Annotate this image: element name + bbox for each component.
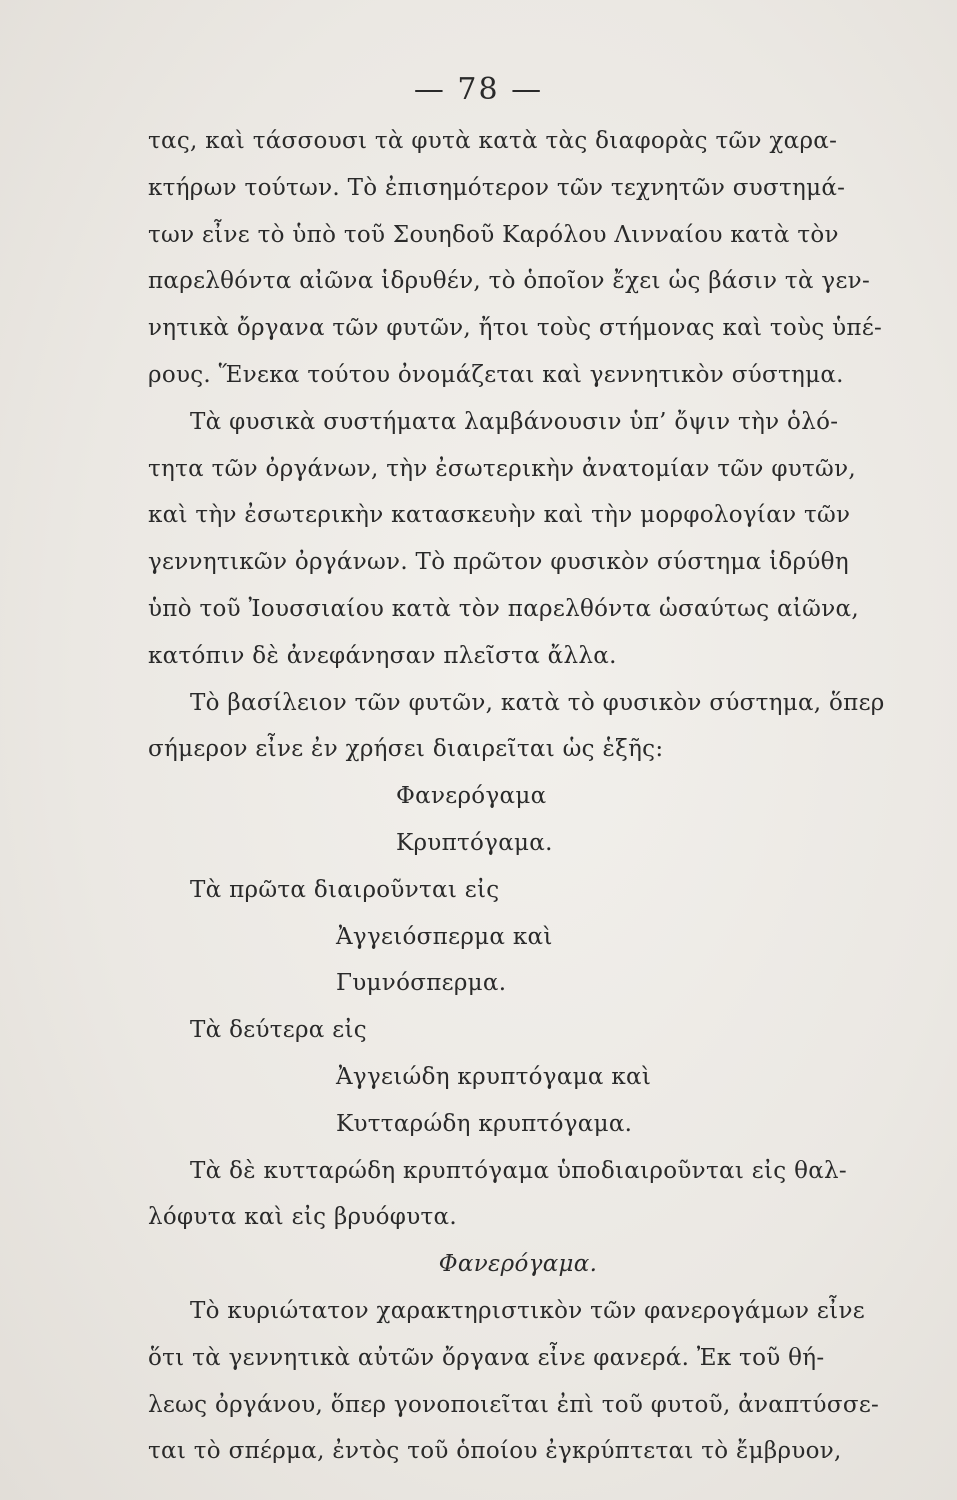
text-line: ται τὸ σπέρμα, ἐντὸς τοῦ ὁποίου ἐγκρύπτεται τὸ ἔμβρυον, xyxy=(148,1438,842,1465)
classification-item: Κρυπτόγαμα. xyxy=(396,829,553,856)
page-number: — 78 — xyxy=(413,72,544,107)
text-line: κατόπιν δὲ ἀνεφάνησαν πλεῖστα ἄλλα. xyxy=(148,642,617,669)
text-line: των εἶνε τὸ ὑπὸ τοῦ Σουηδοῦ Καρόλου Λινναίου κατὰ τὸν xyxy=(148,221,839,248)
classification-item: Κυτταρώδη κρυπτόγαμα. xyxy=(336,1110,633,1137)
paragraph-start-line: Τὰ πρῶτα διαιροῦνται εἰς xyxy=(190,876,500,903)
text-line: ρους. Ἕνεκα τούτου ὀνομάζεται καὶ γεννητικὸν σύστημα. xyxy=(148,361,844,388)
text-line: σήμερον εἶνε ἐν χρήσει διαιρεῖται ὡς ἑξῆς: xyxy=(148,736,664,763)
text-line: τας, καὶ τάσσουσι τὰ φυτὰ κατὰ τὰς διαφορὰς τῶν χαρα- xyxy=(148,128,838,154)
paragraph-start-line: Τὰ φυσικὰ συστήματα λαμβάνουσιν ὑπ’ ὄψιν τὴν ὁλό- xyxy=(190,408,839,435)
text-line: καὶ τὴν ἐσωτερικὴν κατασκευὴν καὶ τὴν μορφολογίαν τῶν xyxy=(148,502,851,529)
section-heading: Φανερόγαμα. xyxy=(438,1251,598,1278)
classification-item: Φανερόγαμα xyxy=(396,783,547,810)
text-line: παρελθόντα αἰῶνα ἱδρυθέν, τὸ ὁποῖον ἔχει ὡς βάσιν τὰ γεν- xyxy=(148,268,871,295)
classification-item: Ἀγγειώδη κρυπτόγαμα καὶ xyxy=(336,1063,652,1090)
page-body xyxy=(148,118,928,1475)
classification-item: Ἀγγειόσπερμα καὶ xyxy=(336,923,553,950)
text-line: ὅτι τὰ γεννητικὰ αὐτῶν ὄργανα εἶνε φανερά. Ἐκ τοῦ θή- xyxy=(148,1344,825,1371)
paragraph-start-line: Τὸ κυριώτατον χαρακτηριστικὸν τῶν φανερογάμων εἶνε xyxy=(190,1297,865,1324)
paragraph-start-line: Τὰ δὲ κυτταρώδη κρυπτόγαμα ὑποδιαιροῦνται εἰς θαλ- xyxy=(190,1157,848,1184)
text-line: ὑπὸ τοῦ Ἰουσσιαίου κατὰ τὸν παρελθόντα ὡσαύτως αἰῶνα, xyxy=(148,595,859,622)
text-line: νητικὰ ὄργανα τῶν φυτῶν, ἤτοι τοὺς στήμονας καὶ τοὺς ὑπέ- xyxy=(148,315,883,342)
text-line: λεως ὀργάνου, ὅπερ γονοποιεῖται ἐπὶ τοῦ φυτοῦ, ἀναπτύσσε- xyxy=(148,1391,880,1418)
paragraph-start-line: Τὰ δεύτερα εἰς xyxy=(190,1017,367,1044)
paragraph-start-line: Τὸ βασίλειον τῶν φυτῶν, κατὰ τὸ φυσικὸν σύστημα, ὅπερ xyxy=(190,689,885,716)
text-line: λόφυτα καὶ εἰς βρυόφυτα. xyxy=(148,1204,457,1231)
text-line: κτήρων τούτων. Τὸ ἐπισημότερον τῶν τεχνητῶν συστημά- xyxy=(148,174,846,201)
classification-item: Γυμνόσπερμα. xyxy=(336,970,507,997)
text-line: τητα τῶν ὀργάνων, τὴν ἐσωτερικὴν ἀνατομίαν τῶν φυτῶν, xyxy=(148,455,856,482)
text-line: γεννητικῶν ὀργάνων. Τὸ πρῶτον φυσικὸν σύστημα ἱδρύθη xyxy=(148,549,849,576)
